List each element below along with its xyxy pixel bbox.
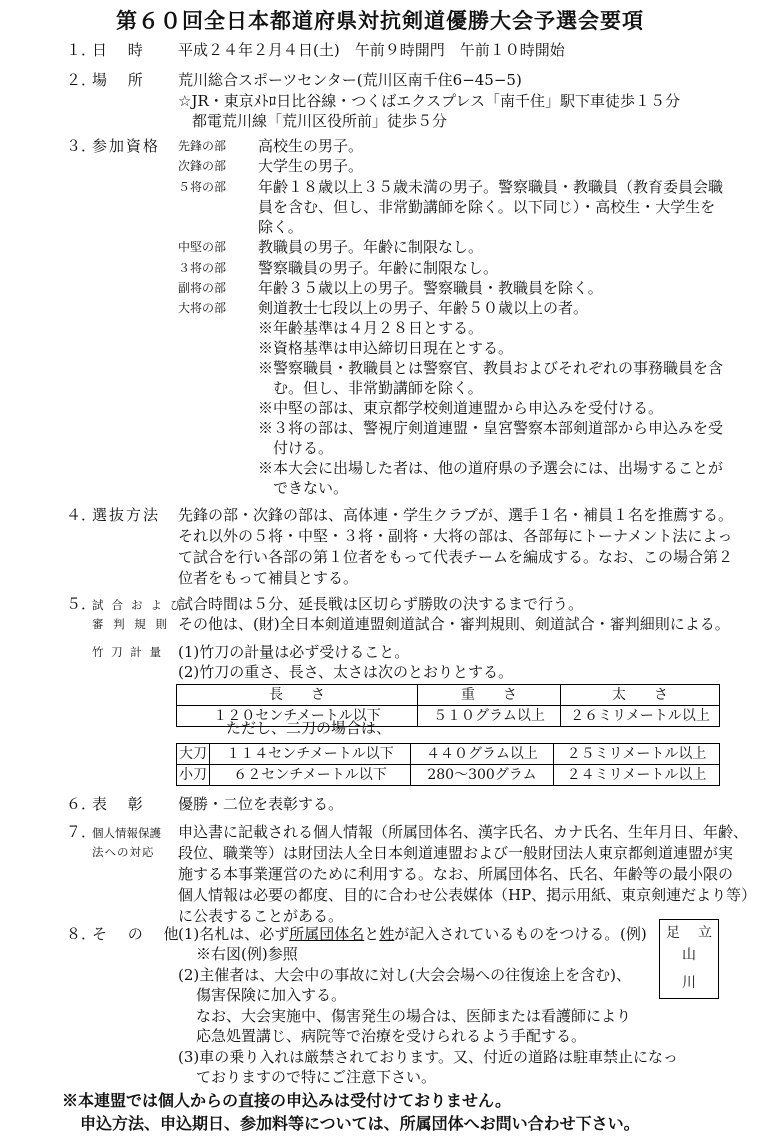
- venue-line: 荒川総合スポーツセンター(荒川区南千住6−45−5): [178, 71, 522, 89]
- category-text: 員を含む、但し、非常勤講師を除く。以下同じ）・高校生・大学生を: [258, 198, 716, 216]
- section-label: 日 時: [92, 41, 151, 59]
- section-label: 審 判 規 則: [92, 617, 170, 631]
- shinai-label: 竹 刀 計 量: [92, 645, 163, 659]
- underlined-term: 所属団体名: [289, 925, 365, 943]
- text-run: (1)名札は、必ず: [178, 925, 290, 943]
- eligibility-note: む。但し、非常勤講師を除く。: [258, 379, 483, 397]
- category-text: 年齢１８歳以上３５歳未満の男子。警察職員・教職員（教育委員会職: [258, 178, 724, 196]
- category-text: 除く。: [258, 218, 303, 236]
- privacy-text: 段位、職業等）は財団法人全日本剣道連盟および一般財団法人東京都剣道連盟が実: [178, 844, 734, 862]
- section-venue: [66, 70, 166, 90]
- category-label: ５将の部: [178, 180, 227, 194]
- table-cell: ６２センチメートル以下: [210, 765, 411, 786]
- category-label: 副将の部: [178, 281, 227, 295]
- example-label: (例): [620, 925, 647, 943]
- table-cell: 小刀: [177, 765, 210, 786]
- selection-text: 位者をもって補員とする。: [178, 569, 359, 587]
- section-label: 表 彰: [92, 795, 151, 813]
- category-label: 大将の部: [178, 301, 227, 315]
- section-number: ５．: [66, 595, 97, 613]
- selection-text: それ以外の５将・中堅・３将・副将・大将の部は、各部毎にトーナメント法によっ: [178, 527, 733, 545]
- table-cell: 大刀: [177, 744, 210, 765]
- category-text: 剣道教士七段以上の男子、年齢５０歳以上の者。: [258, 299, 589, 317]
- category-text: 年齢３５歳以上の男子。警察職員・教職員を除く。: [258, 279, 603, 297]
- section-selection: [66, 505, 166, 525]
- section-other: [66, 924, 187, 944]
- footer-notice: ※本連盟では個人からの直接の申込みは受付けておりません。: [62, 1091, 511, 1110]
- name-tag-char: 足: [666, 925, 680, 941]
- text-run: が記入されているものをつける。: [394, 925, 620, 943]
- category-text: 警察職員の男子。年齢に制限なし。: [258, 259, 499, 277]
- page-title: 第６０回全日本都道府県対抗剣道優勝大会予選会要項: [116, 8, 644, 33]
- venue-access-line: ☆JR・東京ﾒﾄﾛ日比谷線・つくばエクスプレス「南千住」駅下車徒歩１５分: [178, 92, 681, 110]
- section-number: ７．: [66, 823, 97, 841]
- date-text: 平成２４年２月４日(土) 午前９時開門 午前１０時開始: [178, 41, 565, 59]
- other-nametag-line: [178, 924, 619, 944]
- section-privacy: [66, 822, 166, 843]
- section-awards: [66, 794, 166, 814]
- table-cell: ２６ミリメートル以上: [561, 706, 720, 727]
- other-text: 傷害保険に加入する。: [196, 986, 347, 1004]
- eligibility-note: ※３将の部は、警視庁剣道連盟・皇宮警察本部剣道部から申込みを受: [258, 419, 724, 437]
- section-number: ４．: [66, 506, 97, 524]
- table-row: [177, 765, 720, 786]
- category-label: ３将の部: [178, 261, 227, 275]
- eligibility-note: ※警察職員・教職員とは警察官、教員およびそれぞれの事務職員を含: [258, 359, 724, 377]
- table-cell: ４４０グラム以上: [411, 744, 554, 765]
- other-text: なお、大会実施中、傷害発生の場合は、医師または看護師により: [196, 1007, 632, 1025]
- category-label: 次鋒の部: [178, 159, 227, 173]
- section-label: 参加資格: [92, 137, 161, 155]
- privacy-text: 施する本事業運営のために利用する。なお、所属団体名、氏名、年齢等の最小限の: [178, 865, 734, 883]
- table-cell: １２０センチメートル以下: [177, 706, 418, 727]
- awards-text: 優勝・二位を表彰する。: [178, 795, 344, 813]
- rules-text: その他は、(財)全日本剣道連盟剣道試合・審判規則、剣道試合・審判細則による。: [178, 615, 730, 633]
- footer-notice: 申込方法、申込期日、参加料等については、所属団体へお問い合わせ下さい。: [80, 1114, 640, 1133]
- table-cell: 280〜300グラム: [411, 765, 554, 786]
- section-number: ２．: [66, 71, 97, 89]
- table-cell: ２５ミリメートル以上: [554, 744, 720, 765]
- text-run: と: [364, 925, 380, 943]
- category-text: 教職員の男子。年齢に制限なし。: [258, 238, 484, 256]
- eligibility-note: できない。: [258, 479, 349, 497]
- section-eligibility: [66, 136, 166, 156]
- section-number: １．: [66, 41, 97, 59]
- name-tag-example: [659, 919, 719, 999]
- privacy-text: に公表することがある。: [178, 907, 344, 925]
- section-number: ６．: [66, 795, 97, 813]
- selection-text: 先鋒の部・次鋒の部は、高体連・学生クラブが、選手１名・補員１名を推薦する。: [178, 506, 734, 524]
- section-date: [66, 40, 166, 60]
- category-text: 大学生の男子。: [258, 157, 364, 175]
- section-label: 個人情報保護: [92, 826, 161, 840]
- other-text: ておりますので特にご注意下さい。: [196, 1068, 437, 1086]
- table-cell: ２４ミリメートル以上: [554, 765, 720, 786]
- eligibility-note: ※本大会に出場した者は、他の道府県の予選会には、出場することが: [258, 459, 724, 477]
- category-label: 先鋒の部: [178, 139, 227, 153]
- section-label: そ の 他: [92, 925, 187, 943]
- name-tag-char: 川: [682, 975, 696, 991]
- other-text: ※右図(例)参照: [196, 945, 298, 963]
- shinai-text: (1)竹刀の計量は必ず受けること。: [178, 643, 410, 661]
- table-cell: １１４センチメートル以下: [210, 744, 411, 765]
- category-label: 中堅の部: [178, 240, 227, 254]
- section-rules: [66, 594, 190, 615]
- privacy-text: 個人情報は必要の都度、目的に合わせ公表媒体（HP、掲示用紙、東京剣連だより等）: [178, 886, 757, 904]
- eligibility-note: ※資格基準は申込締切日現在とする。: [258, 339, 514, 357]
- table-cell: ５１０グラム以上: [418, 706, 561, 727]
- name-tag-char: 立: [698, 925, 712, 941]
- table-row: [177, 744, 720, 765]
- other-text: 応急処置講じ、病院等で治療を受けられるよう手配する。: [196, 1027, 587, 1045]
- nito-note: ただし、二刀の場合は、: [226, 719, 392, 737]
- name-tag-char: 山: [682, 947, 696, 963]
- section-number: ８．: [66, 925, 97, 943]
- eligibility-note: 付ける。: [258, 439, 334, 457]
- section-number: ３．: [66, 137, 97, 155]
- table-header-row: [177, 685, 720, 706]
- eligibility-note: ※中堅の部は、東京都学校剣道連盟から申込みを受付ける。: [258, 399, 664, 417]
- section-label: 選抜方法: [92, 506, 161, 524]
- table-header-cell: 太 さ: [561, 685, 720, 706]
- other-text: (2)主催者は、大会中の事故に対し(大会会場への往復途上を含む)、: [178, 966, 631, 984]
- nito-spec-table: [176, 743, 720, 786]
- table-header-cell: 重 さ: [418, 685, 561, 706]
- underlined-term: 姓: [379, 925, 395, 943]
- section-label: 法への対応: [92, 845, 155, 859]
- selection-text: て試合を行い各部の第１位者をもって代表チームを編成する。なお、この場合第２: [178, 548, 734, 566]
- eligibility-note: ※年齢基準は４月２８日とする。: [258, 319, 484, 337]
- section-label: 場 所: [92, 71, 151, 89]
- category-text: 高校生の男子。: [258, 137, 364, 155]
- other-text: (3)車の乗り入れは厳禁されております。又、付近の道路は駐車禁止になっ: [178, 1048, 679, 1066]
- venue-access-line: 都電荒川線「荒川区役所前」徒歩５分: [192, 112, 448, 130]
- shinai-text: (2)竹刀の重さ、長さ、太さは次のとおりとする。: [178, 663, 514, 681]
- privacy-text: 申込書に記載される個人情報（所属団体名、漢字氏名、カナ氏名、生年月日、年齢、: [178, 823, 749, 841]
- section-label: 試合および: [92, 598, 190, 612]
- table-header-cell: 長 さ: [177, 685, 418, 706]
- rules-text: 試合時間は５分、延長戦は区切らず勝敗の決するまで行う。: [178, 595, 584, 613]
